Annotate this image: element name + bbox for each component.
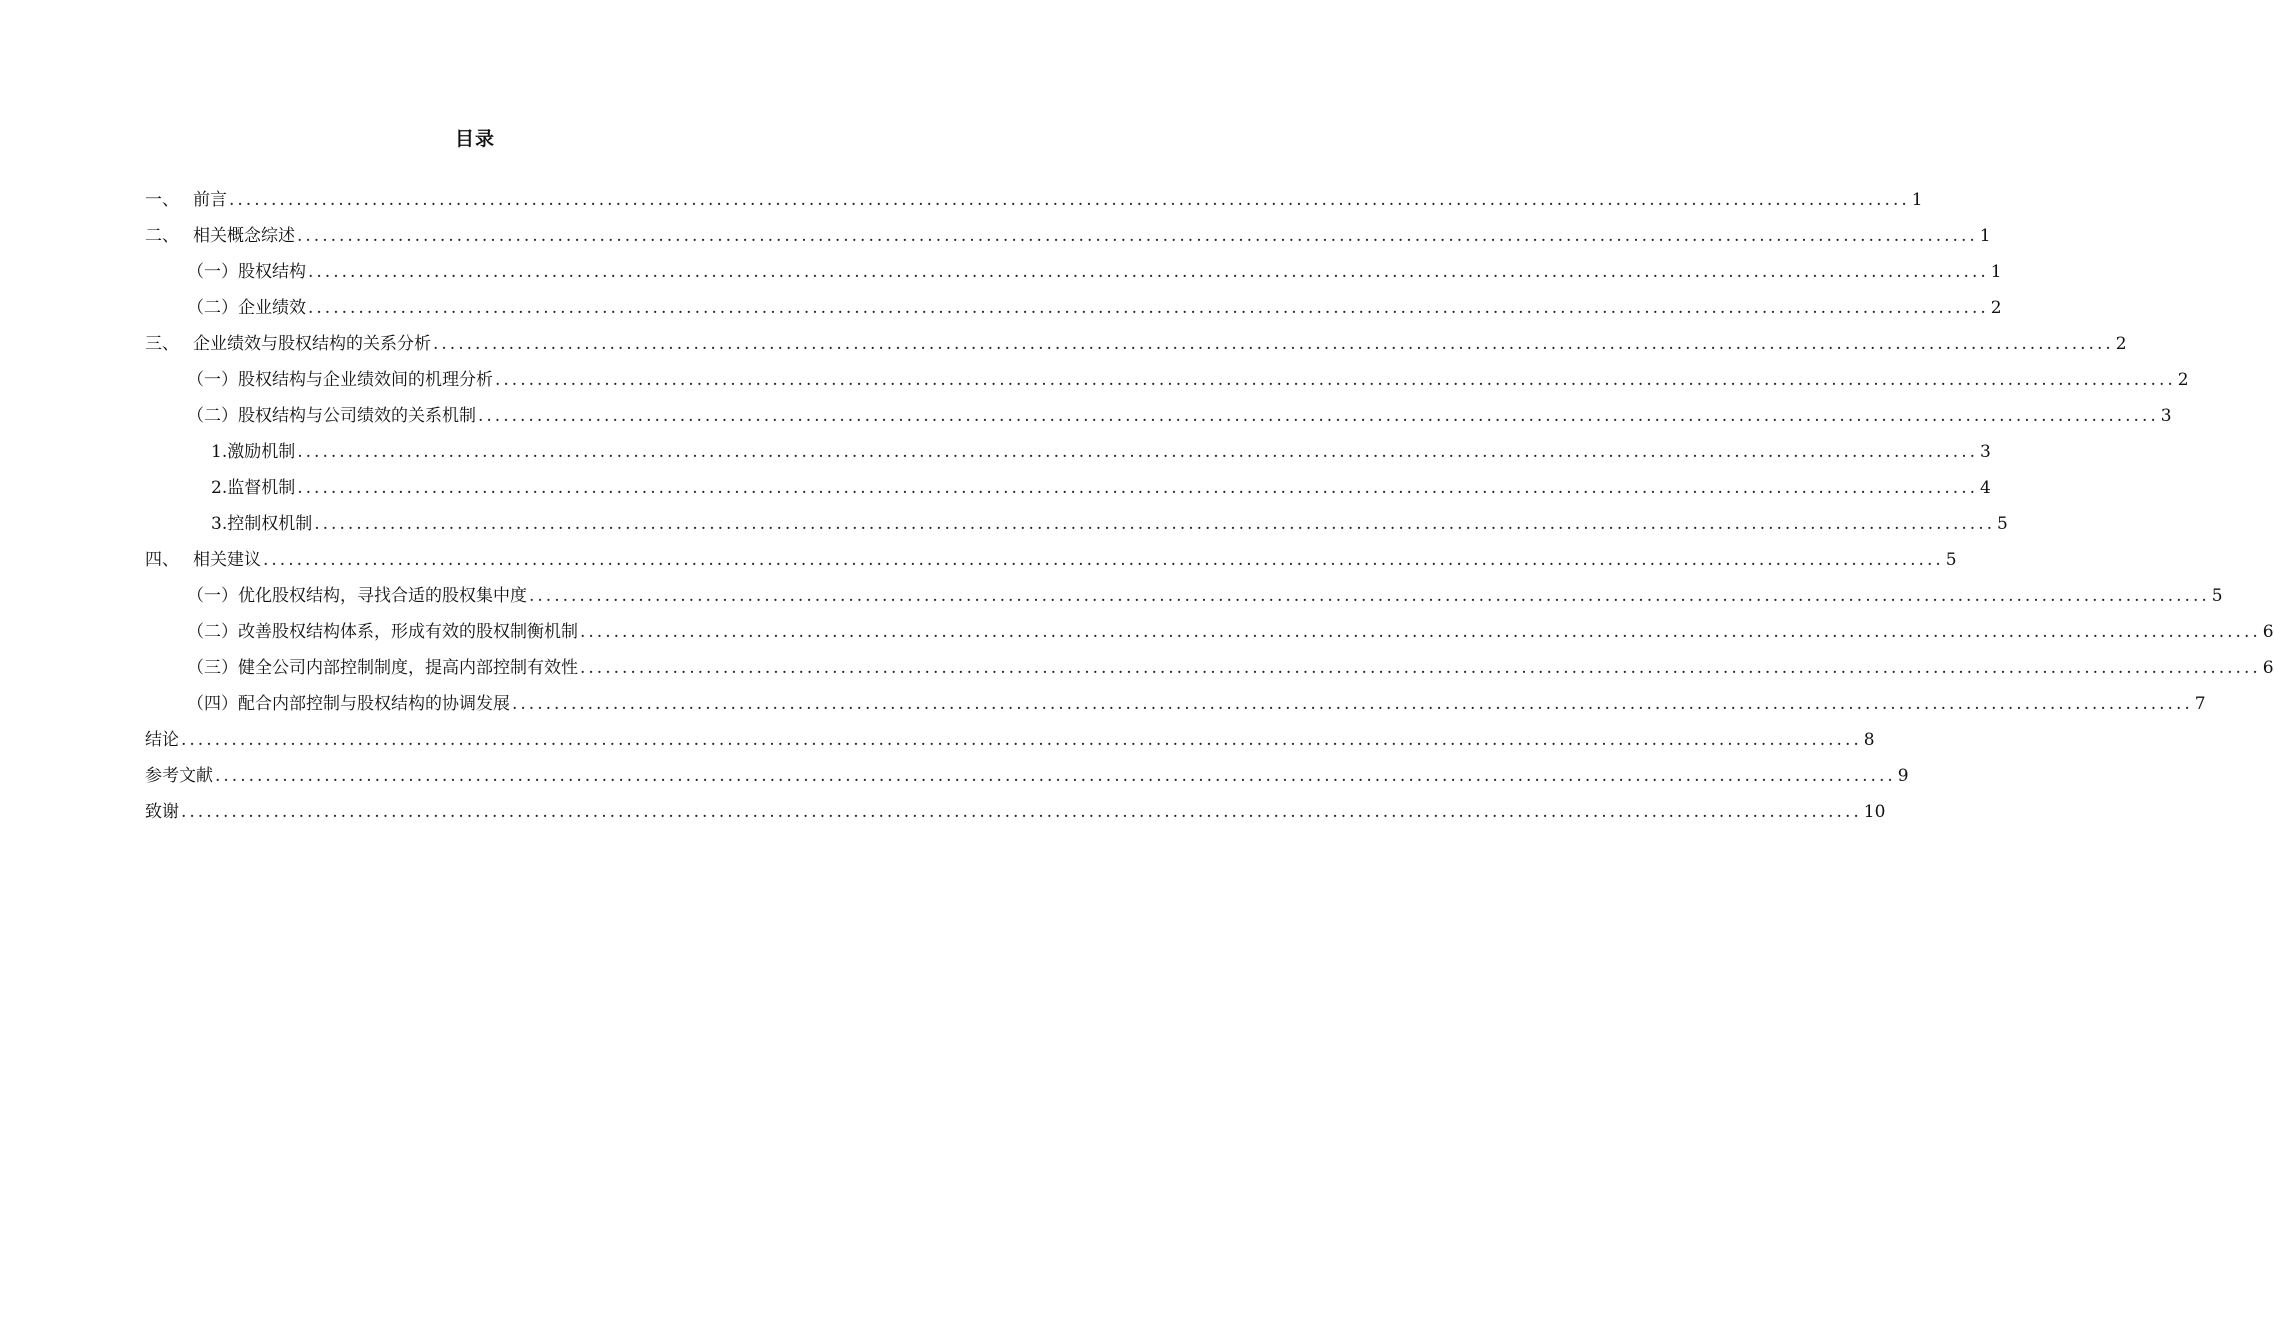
toc-entry-title: 配合内部控制与股权结构的协调发展 [238, 694, 510, 714]
toc-entry-page-number: 2 [2177, 370, 2189, 390]
toc-entry[interactable] [145, 290, 2002, 326]
toc-entry[interactable] [145, 506, 2008, 542]
toc-dot-leader: ........................................................................................................................................................................................................ [181, 730, 1862, 750]
toc-dot-leader: ........................................................................................................................................................................................................ [229, 190, 1910, 210]
toc-entry-title: 致谢 [145, 802, 179, 822]
toc-dot-leader: ........................................................................................................................................................................................................ [478, 406, 2159, 426]
toc-entry[interactable] [145, 470, 1991, 506]
toc-entry-page-number: 1 [1990, 262, 2002, 282]
toc-dot-leader: ........................................................................................................................................................................................................ [215, 766, 1896, 786]
toc-entry-page-number: 5 [1945, 550, 1957, 570]
toc-dot-leader: ........................................................................................................................................................................................................ [297, 478, 1978, 498]
toc-entry[interactable] [145, 326, 2127, 362]
toc-dot-leader: ........................................................................................................................................................................................................ [580, 622, 2261, 642]
toc-dot-leader: ........................................................................................................................................................................................................ [297, 226, 1978, 246]
toc-entry-number: 三、 [145, 334, 179, 354]
toc-entry-number: （二） [187, 622, 238, 642]
toc-dot-leader: ........................................................................................................................................................................................................ [314, 514, 1995, 534]
toc-dot-leader: ........................................................................................................................................................................................................ [297, 442, 1978, 462]
toc-entry-title: 结论 [145, 730, 179, 750]
toc-entry-number: （一） [187, 586, 238, 606]
toc-entry-page-number: 8 [1863, 730, 1875, 750]
toc-dot-leader: ........................................................................................................................................................................................................ [529, 586, 2210, 606]
toc-entry-title: 优化股权结构，寻找合适的股权集中度 [238, 586, 527, 606]
toc-entry-title: 控制权机制 [227, 514, 313, 534]
toc-dot-leader: ........................................................................................................................................................................................................ [512, 694, 2193, 714]
toc-entry-title: 监督机制 [227, 478, 296, 498]
toc-entry-page-number: 4 [1980, 478, 1991, 498]
toc-entry-page-number: 2 [1990, 298, 2002, 318]
toc-entry-page-number: 6 [2262, 622, 2274, 642]
toc-entry-page-number: 7 [2194, 694, 2206, 714]
toc-entry-title: 股权结构 [238, 262, 306, 282]
toc-entry-title: 企业绩效与股权结构的关系分析 [193, 334, 431, 354]
toc-entry-number: 1. [211, 442, 228, 462]
table-of-contents [145, 182, 2274, 830]
toc-entry-page-number: 2 [2115, 334, 2127, 354]
toc-entry-title: 企业绩效 [238, 298, 306, 318]
toc-entry-page-number: 5 [2211, 586, 2223, 606]
toc-entry-number: （四） [187, 694, 238, 714]
toc-entry-number: （三） [187, 658, 238, 678]
toc-entry[interactable] [145, 182, 1923, 218]
toc-entry-page-number: 1 [1911, 190, 1923, 210]
toc-entry[interactable] [145, 650, 2274, 686]
toc-entry-number: 一、 [145, 190, 179, 210]
toc-entry[interactable] [145, 686, 2206, 722]
toc-dot-leader: ........................................................................................................................................................................................................ [433, 334, 2114, 354]
toc-dot-leader: ........................................................................................................................................................................................................ [181, 802, 1862, 822]
toc-entry[interactable] [145, 578, 2223, 614]
toc-entry-number: （二） [187, 406, 238, 426]
toc-entry-page-number: 5 [1997, 514, 2008, 534]
toc-entry-number: （二） [187, 298, 238, 318]
toc-dot-leader: ........................................................................................................................................................................................................ [580, 658, 2261, 678]
toc-entry-page-number: 6 [2262, 658, 2274, 678]
toc-entry-page-number: 1 [1979, 226, 1991, 246]
toc-dot-leader: ........................................................................................................................................................................................................ [308, 298, 1989, 318]
toc-title: 目录 [454, 128, 495, 150]
toc-entry-title: 股权结构与企业绩效间的机理分析 [238, 370, 493, 390]
toc-entry-title: 健全公司内部控制制度，提高内部控制有效性 [238, 658, 578, 678]
toc-entry-number: 2. [211, 478, 228, 498]
toc-entry[interactable] [145, 758, 1909, 794]
toc-entry[interactable] [145, 218, 1991, 254]
toc-entry-title: 相关概念综述 [193, 226, 295, 246]
toc-entry[interactable] [145, 362, 2189, 398]
toc-entry-number: 3. [211, 514, 228, 534]
toc-entry-title: 激励机制 [227, 442, 296, 462]
toc-entry[interactable] [145, 254, 2002, 290]
toc-entry[interactable] [145, 542, 1957, 578]
toc-entry-number: 二、 [145, 226, 179, 246]
toc-dot-leader: ........................................................................................................................................................................................................ [308, 262, 1989, 282]
toc-entry[interactable] [145, 722, 1875, 758]
toc-entry-title: 参考文献 [145, 766, 213, 786]
toc-entry-number: 四、 [145, 550, 179, 570]
toc-entry[interactable] [145, 794, 1886, 830]
toc-entry-number: （一） [187, 370, 238, 390]
toc-entry-title: 前言 [193, 190, 227, 210]
toc-dot-leader: ........................................................................................................................................................................................................ [495, 370, 2176, 390]
toc-entry-title: 相关建议 [193, 550, 261, 570]
toc-entry-page-number: 3 [2160, 406, 2172, 426]
toc-entry-title: 股权结构与公司绩效的关系机制 [238, 406, 476, 426]
toc-entry[interactable] [145, 398, 2172, 434]
toc-entry-title: 改善股权结构体系，形成有效的股权制衡机制 [238, 622, 578, 642]
toc-entry-page-number: 3 [1980, 442, 1991, 462]
toc-entry-page-number: 10 [1863, 802, 1886, 822]
toc-dot-leader: ........................................................................................................................................................................................................ [263, 550, 1944, 570]
toc-entry[interactable] [145, 434, 1991, 470]
toc-entry-number: （一） [187, 262, 238, 282]
toc-entry[interactable] [145, 614, 2274, 650]
toc-entry-page-number: 9 [1897, 766, 1909, 786]
